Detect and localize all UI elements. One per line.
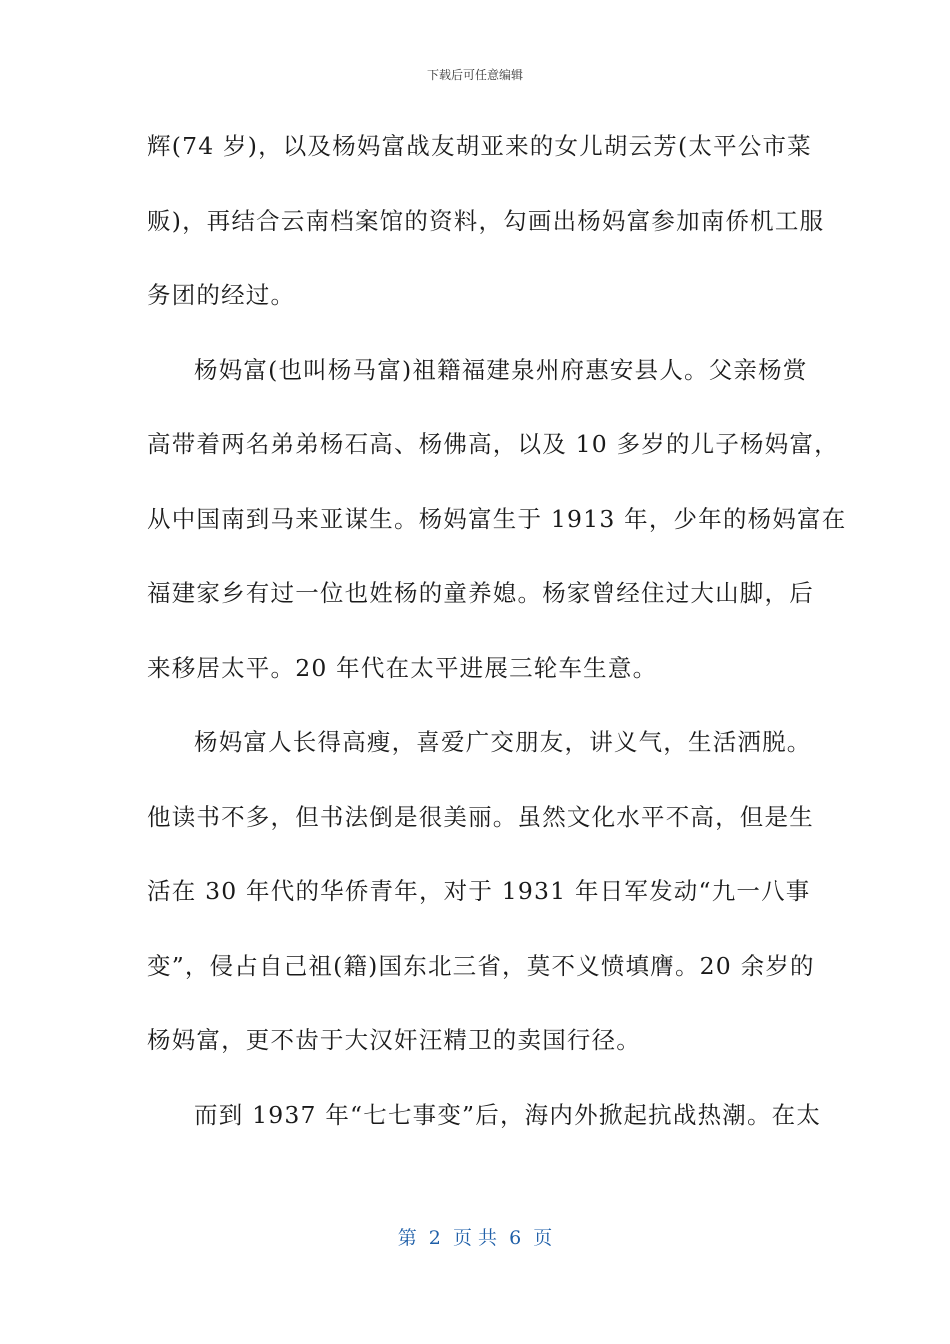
document-body (147, 121, 847, 1164)
text-line: 活在 30 年代的华侨青年，对于 1931 年日军发动“九一八事 (147, 877, 811, 905)
text-line: 来移居太平。20 年代在太平进展三轮车生意。 (147, 653, 658, 682)
text-line: 他读书不多，但书法倒是很美丽。虽然文化水平不高，但是生 (147, 802, 814, 831)
text-line: 高带着两名弟弟杨石高、杨佛高，以及 10 多岁的儿子杨妈富， (147, 430, 839, 458)
page-header-note: 下载后可任意编辑 (426, 68, 523, 82)
paragraph-first-line: 而到 1937 年“七七事变”后，海内外掀起抗战热潮。在太 (194, 1100, 822, 1129)
text-line: 杨妈富，更不齿于大汉奸汪精卫的卖国行径。 (147, 1026, 641, 1054)
text-line: 变”，侵占自己祖(籍)国东北三省，莫不义愤填膺。20 余岁的 (147, 951, 815, 980)
paragraph-first-line: 杨妈富人长得高瘦，喜爱广交朋友，讲义气，生活洒脱。 (194, 728, 812, 756)
text-line: 辉(74 岁)，以及杨妈富战友胡亚来的女儿胡云芳(太平公市菜 (147, 132, 812, 160)
text-line: 福建家乡有过一位也姓杨的童养媳。杨家曾经住过大山脚，后 (147, 579, 814, 607)
text-line: 贩)，再结合云南档案馆的资料，勾画出杨妈富参加南侨机工服 (147, 206, 825, 235)
text-line: 从中国南到马来亚谋生。杨妈富生于 1913 年，少年的杨妈富在 (147, 504, 847, 533)
paragraph-first-line: 杨妈富(也叫杨马富)祖籍福建泉州府惠安县人。父亲杨赏 (194, 355, 808, 384)
page-number-footer: 第 2 页 共 6 页 (397, 1227, 553, 1249)
text-line: 务团的经过。 (147, 281, 296, 309)
